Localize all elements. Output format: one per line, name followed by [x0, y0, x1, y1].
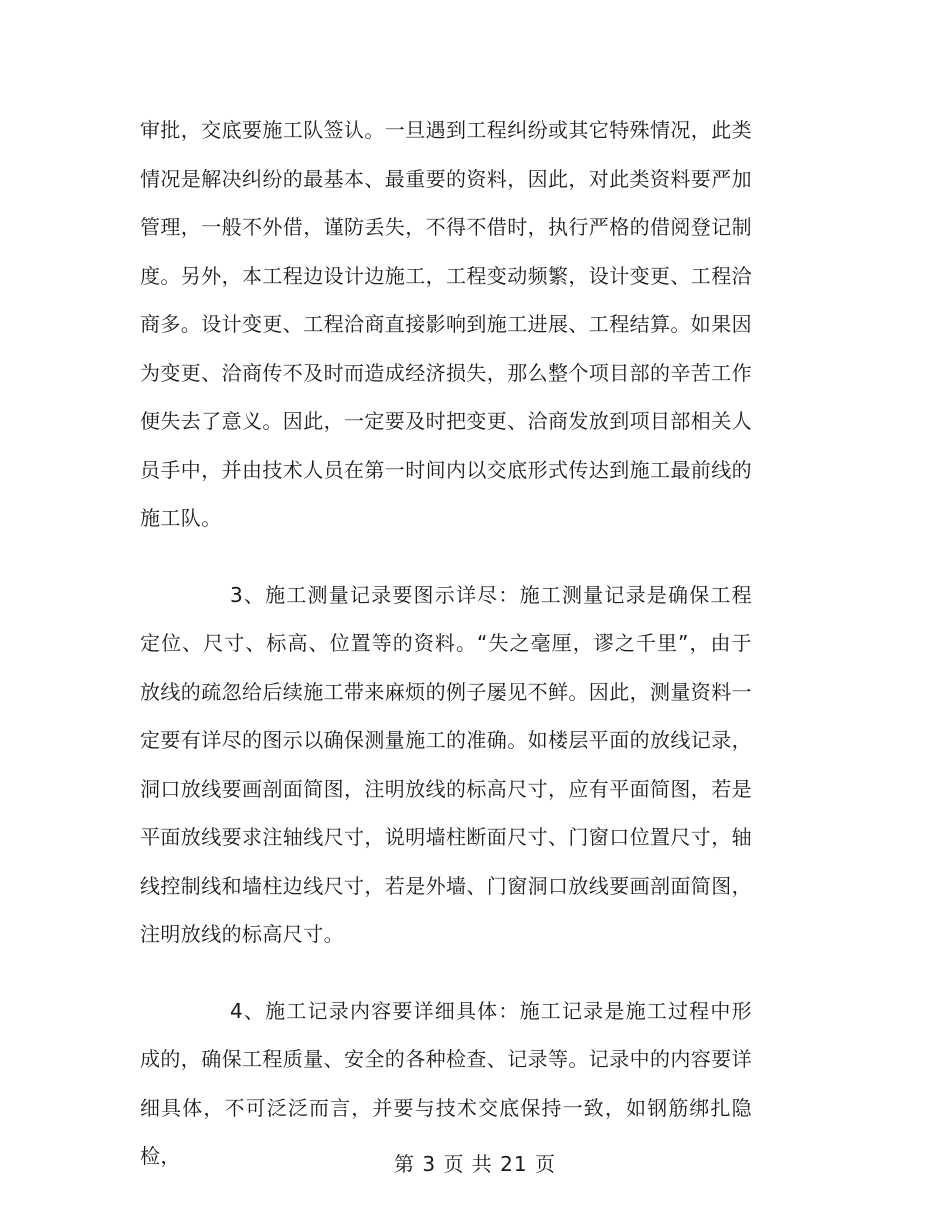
paragraph-gap — [140, 959, 752, 987]
page-footer: 第 3 页 共 21 页 — [394, 1152, 556, 1176]
paragraph-gap — [140, 543, 752, 571]
paragraph-construction-records: 4、施工记录内容要详细具体：施工记录是施工过程中形成的，确保工程质量、安全的各种检查、记录等。记录中的内容要详细具体，不可泛泛而言，并要与技术交底保持一致，如钢筋绑扎隐检， — [140, 998, 752, 1168]
paragraph-survey-records: 3、施工测量记录要图示详尽：施工测量记录是确保工程定位、尺寸、标高、位置等的资料。“失之毫厘，谬之千里”，由于放线的疏忽给后续施工带来麻烦的例子屡见不鲜。因此，测量资料一定要有详尽的图示以确保测量施工的准确。如楼层平面的放线记录，洞口放线要画剖面简图，注明放线的标高尺寸，应有平面简图，若是平面放线要求注轴线尺寸，说明墙柱断面尺寸、门窗口位置尺寸，轴线控制线和墙柱边线尺寸，若是外墙、门窗洞口放线要画剖面简图，注明放线的标高尺寸。 — [140, 582, 752, 946]
paragraph-continuation: 审批，交底要施工队签认。一旦遇到工程纠纷或其它特殊情况，此类情况是解决纠纷的最基本、最重要的资料，因此，对此类资料要严加管理，一般不外借，谨防丢失，不得不借时，执行严格的借阅登记制度。另外，本工程边设计边施工，工程变动频繁，设计变更、工程洽商多。设计变更、工程洽商直接影响到施工进展、工程结算。如果因为变更、洽商传不及时而造成经济损失，那么整个项目部的辛苦工作便失去了意义。因此，一定要及时把变更、洽商发放到项目部相关人员手中，并由技术人员在第一时间内以交底形式传达到施工最前线的施工队。 — [140, 118, 752, 530]
document-body — [140, 106, 752, 1181]
